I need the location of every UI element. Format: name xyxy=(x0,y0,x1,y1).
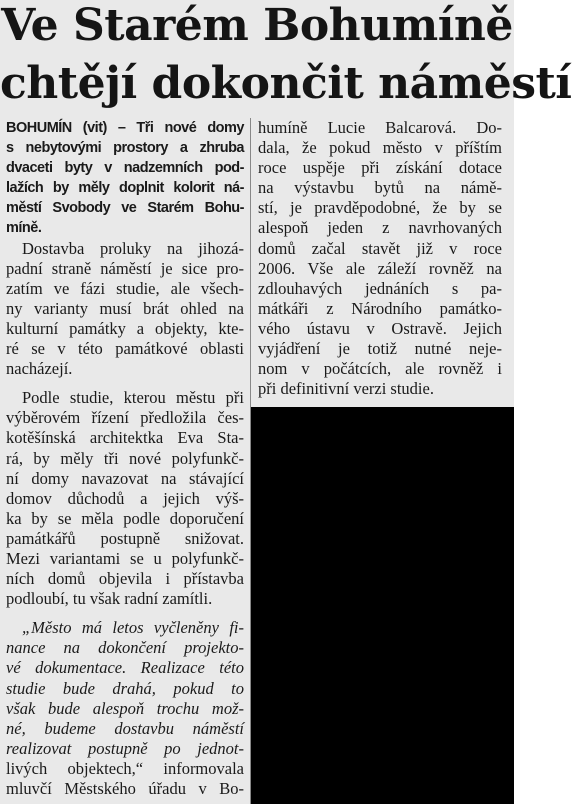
lead-line: míně. xyxy=(6,220,42,237)
paragraph-3-quote xyxy=(6,618,244,799)
quote-line: nance na dokončení projekto- xyxy=(6,638,244,658)
text-line: ny varianty musí brát ohled na xyxy=(6,298,244,318)
text-line: livých objektech,“ informovala xyxy=(6,758,244,778)
text-line: ré se v této památkové oblasti xyxy=(6,339,244,359)
quote-line: studie bude drahá, pokud to xyxy=(6,678,244,698)
text-line: kotěšínská architektka Eva Sta- xyxy=(6,428,244,448)
text-line: nom v počátcích, ale rovněž i xyxy=(258,359,502,379)
headline-line-1: Ve Starém Bohumíně xyxy=(1,0,513,51)
text-line: Mezi variantami se u polyfunkč- xyxy=(6,548,244,568)
text-line: roce uspěje při získání dotace xyxy=(258,158,502,178)
text-line: 2006. Vše ale záleží rovněž na xyxy=(258,258,502,278)
paragraph-1 xyxy=(6,239,244,380)
text-line: dala, že pokud město v příštím xyxy=(258,138,502,158)
text-line: na výstavbu bytů na námě- xyxy=(258,178,502,198)
left-column xyxy=(6,118,244,799)
quote-line: však bude alespoň trochu mož- xyxy=(6,698,244,718)
text-line: domov důchodů a jejich výš- xyxy=(6,488,244,508)
lead-line: BOHUMÍN (vit) – Tři nové domy xyxy=(6,120,244,136)
quote-line: „Město má letos vyčleněny fi- xyxy=(22,618,244,638)
text-line: kulturní památky a objekty, kte- xyxy=(6,318,244,338)
text-line: vyjádření je totiž nutné neje- xyxy=(258,339,502,359)
text-line: při definitivní verzi studie. xyxy=(258,379,434,399)
text-line: zdlouhavých jednáních s pa- xyxy=(258,278,502,298)
text-line: alespoň jeden z navrhovaných xyxy=(258,218,502,238)
redacted-area xyxy=(251,407,514,804)
text-line: humíně Lucie Balcarová. Do- xyxy=(258,118,502,137)
lead-line: dvaceti byty v nadzemních pod- xyxy=(6,160,244,177)
text-line: padní straně náměstí je sice pro- xyxy=(6,258,244,278)
text-line: vého ústavu v Ostravě. Jejich xyxy=(258,318,502,338)
text-line: mluvčí Městského úřadu v Bo- xyxy=(6,779,244,798)
headline-line-2: chtějí dokončit náměstí xyxy=(0,58,572,109)
quote-line: né, budeme dostavbu náměstí xyxy=(6,718,244,738)
text-line: stí, je pravděpodobné, že by se xyxy=(258,198,502,218)
text-line: ních domů objevila i přístavba xyxy=(6,569,244,589)
right-column xyxy=(258,118,502,399)
paragraph-2 xyxy=(6,388,244,609)
text-line: mátkáři z Národního památko- xyxy=(258,298,502,318)
lead-line: s nebytovými prostory a zhruba xyxy=(6,140,244,157)
text-line: ka by se měla podle doporučení xyxy=(6,508,244,528)
text-line: Podle studie, kterou městu při xyxy=(22,388,244,408)
text-line: Dostavba proluky na jihozá- xyxy=(22,238,244,258)
lead-paragraph xyxy=(6,118,244,239)
text-line: památkářů postupně snižovat. xyxy=(6,528,244,548)
lead-line: městí Svobody ve Starém Bohu- xyxy=(6,200,244,217)
text-line: nacházejí. xyxy=(6,359,73,379)
quote-line: vé dokumentace. Realizace této xyxy=(6,658,244,678)
text-line: podloubí, tu však radní zamítli. xyxy=(6,589,213,609)
quote-line: realizovat postupně po jednot- xyxy=(6,738,244,758)
lead-line: lažích by měly doplnit kolorit ná- xyxy=(6,180,244,197)
text-line: výběrovém řízení předložila čes- xyxy=(6,408,244,428)
text-line: ní domy navazovat na stávající xyxy=(6,468,244,488)
text-line: zatím ve fázi studie, ale všech- xyxy=(6,278,244,298)
text-line: rá, by měly tři nové polyfunkč- xyxy=(6,448,244,468)
text-line: domů začal stavět již v roce xyxy=(258,238,502,258)
